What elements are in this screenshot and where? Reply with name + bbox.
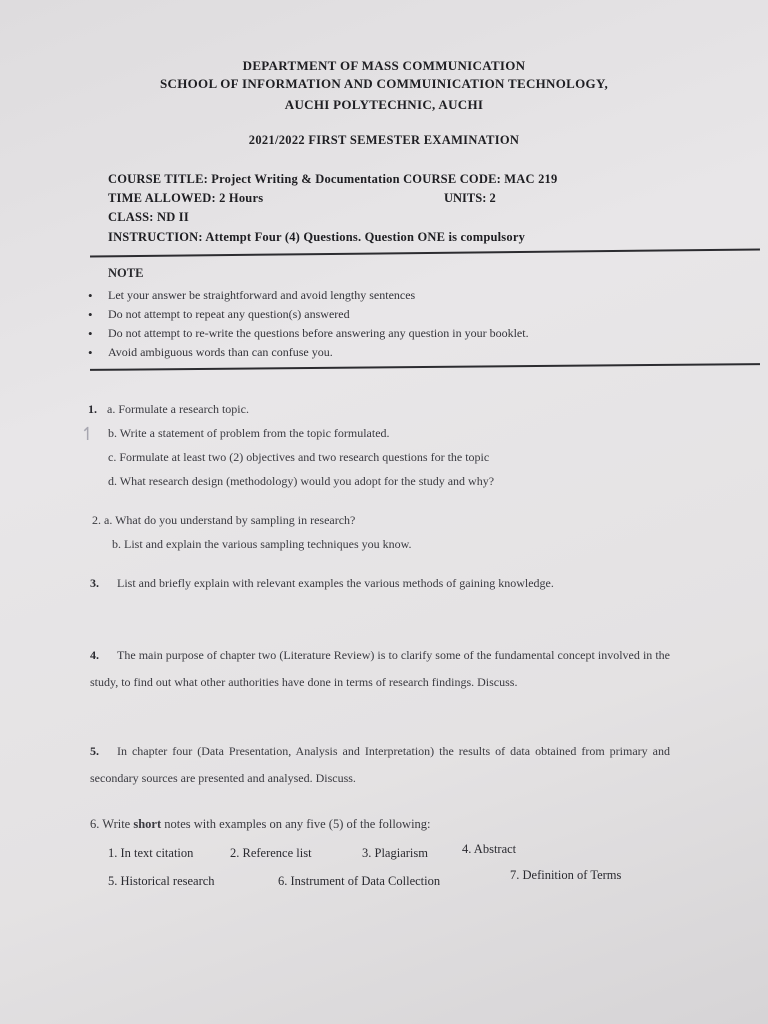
emphasis-text: short xyxy=(133,817,162,831)
term-item: 3. Plagiarism xyxy=(362,846,428,860)
exam-title: 2021/2022 FIRST SEMESTER EXAMINATION xyxy=(248,133,520,147)
pen-tick-mark-icon: ↿ xyxy=(80,424,96,445)
school-heading: SCHOOL OF INFORMATION AND COMMUINICATION TECHNOLOGY, xyxy=(159,76,608,91)
term-item: 2. Reference list xyxy=(230,846,312,860)
question-number: 4. xyxy=(90,648,99,662)
institution-heading: AUCHI POLYTECHNIC, AUCHI xyxy=(284,97,484,112)
question-number: 1. xyxy=(88,402,97,416)
question-number: 5. xyxy=(90,744,99,758)
note-list xyxy=(88,286,529,362)
question-number: 3. xyxy=(90,576,99,590)
question-1c: c. Formulate at least two (2) objectives and two research questions for the topic xyxy=(108,450,490,464)
question-1b: b. Write a statement of problem from the topic formulated. xyxy=(108,426,390,440)
question-text: notes with examples on any five (5) of the following: xyxy=(161,817,431,831)
question-1a xyxy=(88,400,249,418)
units: UNITS: 2 xyxy=(444,191,496,205)
question-text: In chapter four (Data Presentation, Analysis and Interpretation) the results of data obtained from primary and secondary sources are presented and analysed. Discuss. xyxy=(90,744,670,785)
note-item: • Avoid ambiguous words than can confuse you. xyxy=(88,343,529,362)
department-heading: DEPARTMENT OF MASS COMMUNICATION xyxy=(242,58,526,73)
question-2a: 2. a. What do you understand by sampling in research? xyxy=(92,513,356,527)
term-item: 6. Instrument of Data Collection xyxy=(278,874,441,888)
course-title-line: COURSE TITLE: Project Writing & Documentation COURSE CODE: MAC 219 xyxy=(108,172,558,186)
term-item: 1. In text citation xyxy=(108,846,194,860)
question-text: 6. Write xyxy=(90,817,134,831)
question-5 xyxy=(90,738,670,792)
question-2b: b. List and explain the various sampling techniques you know. xyxy=(112,537,412,551)
note-item: • Let your answer be straightforward and avoid lengthy sentences xyxy=(88,286,529,305)
term-item: 7. Definition of Terms xyxy=(510,868,622,882)
class-label: CLASS: ND II xyxy=(108,210,189,224)
instruction: INSTRUCTION: Attempt Four (4) Questions. Question ONE is compulsory xyxy=(108,230,526,244)
note-item: • Do not attempt to repeat any question(s) answered xyxy=(88,305,529,324)
note-title: NOTE xyxy=(108,266,144,280)
divider-top xyxy=(90,248,760,257)
question-text: a. Formulate a research topic. xyxy=(107,402,249,416)
time-allowed: TIME ALLOWED: 2 Hours xyxy=(108,191,264,205)
divider-bottom xyxy=(90,363,760,371)
question-4 xyxy=(90,642,670,696)
question-text: The main purpose of chapter two (Literature Review) is to clarify some of the fundamental concept involved in the study, to find out what other authorities have done in terms of research findings. Discuss. xyxy=(90,648,670,689)
term-item: 5. Historical research xyxy=(108,874,215,888)
question-text: List and briefly explain with relevant examples the various methods of gaining knowledge. xyxy=(117,576,554,590)
question-1d: d. What research design (methodology) would you adopt for the study and why? xyxy=(108,474,495,488)
question-6-intro xyxy=(90,815,431,833)
note-item: • Do not attempt to re-write the questions before answering any question in your booklet. xyxy=(88,324,529,343)
term-item: 4. Abstract xyxy=(462,842,517,856)
question-3 xyxy=(90,570,670,597)
